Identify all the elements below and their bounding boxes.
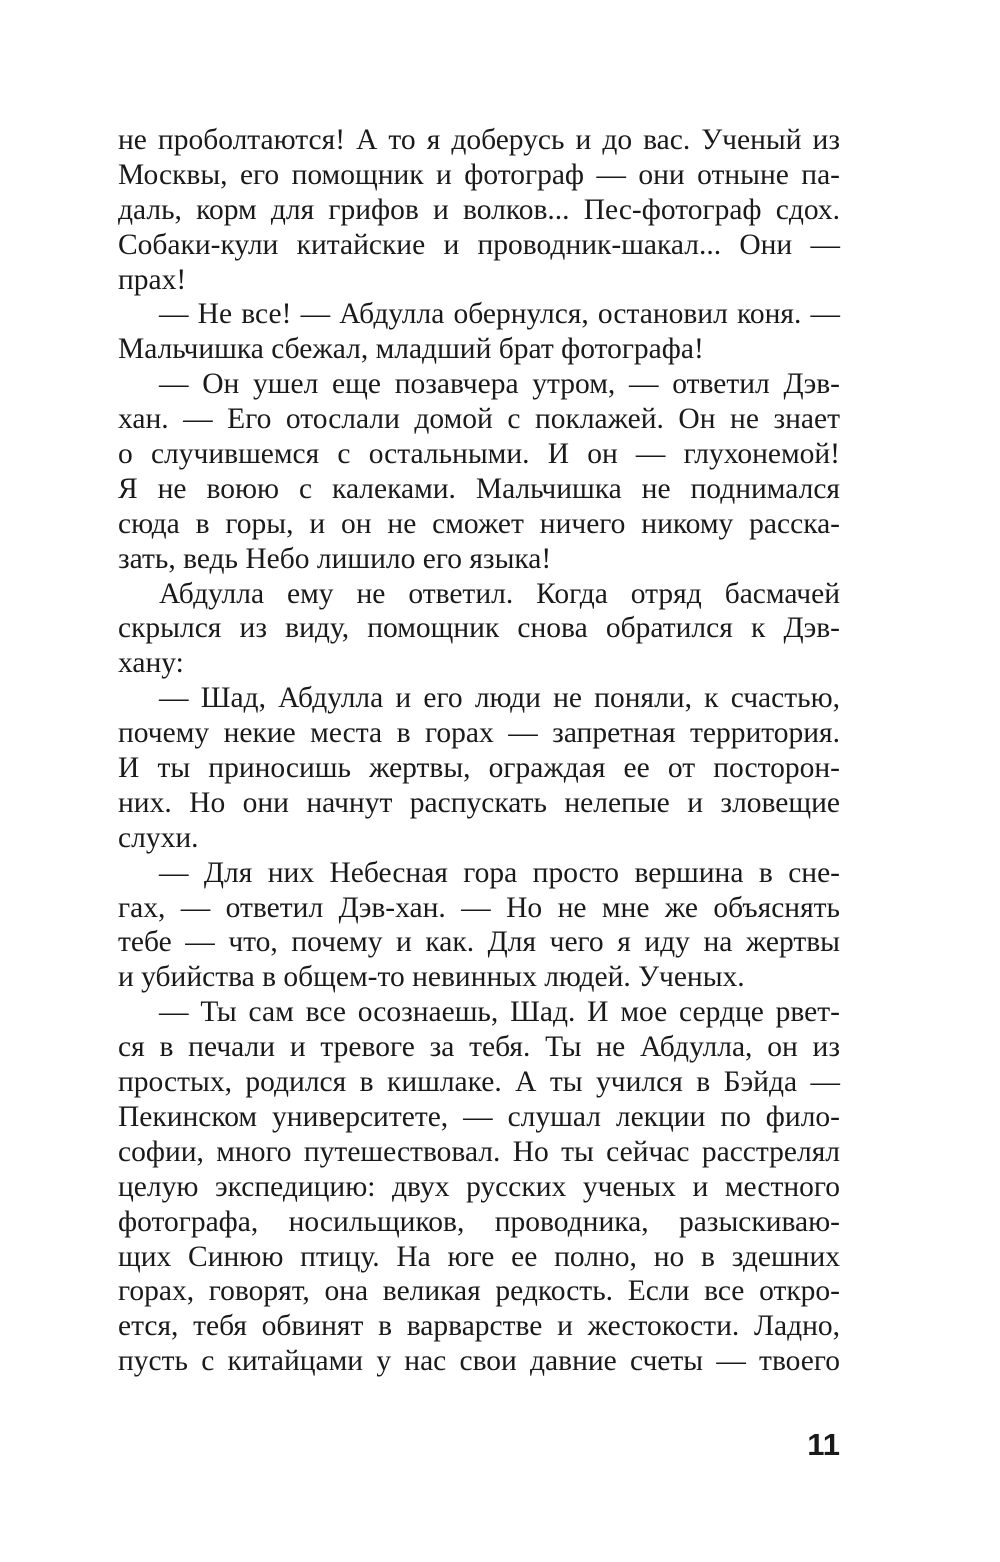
text-line: Абдулла ему не ответил. Когда отряд басмачей [159,577,840,610]
text-line: прах! [118,263,187,296]
text-line: щих Синюю птицу. На юге ее полно, но в здешних [118,1240,840,1273]
page-number: 11 [807,1427,840,1462]
text-line: Я не воюю с калеками. Мальчишка не поднимался [118,472,840,505]
text-line: хан. — Его отослали домой с поклажей. Он не знает [118,403,840,436]
text-line: ется, тебя обвинят в варварстве и жестокости. Ладно, [118,1310,840,1343]
text-line: целую экспедицию: двух русских ученых и местного [118,1170,840,1203]
text-line: ся в печали и тревоге за тебя. Ты не Абдулла, он из [118,1031,840,1064]
body-text [118,123,840,1379]
text-line: И ты приносишь жертвы, ограждая ее от посторон- [118,752,840,785]
text-line: — Ты сам все осознаешь, Шад. И мое сердце рвет- [159,996,840,1029]
text-line: даль, корм для грифов и волков... Пес-фотограф сдох. [118,193,840,226]
text-line: Пекинском университете, — слушал лекции по фило- [118,1100,840,1133]
text-line: тебе — что, почему и как. Для чего я иду на жертвы [118,926,840,959]
text-line: Мальчишка сбежал, младший брат фотографа! [118,333,704,366]
text-line: о случившемся с остальными. И он — глухонемой! [118,438,840,471]
text-line: — Шад, Абдулла и его люди не поняли, к счастью, [159,682,840,715]
text-line: Собаки-кули китайские и проводник-шакал... Они — [118,228,840,261]
text-line: скрылся из виду, помощник снова обратился к Дэв- [118,612,840,645]
text-line: гах, — ответил Дэв-хан. — Но не мне же объяснять [118,891,840,924]
text-line: слухи. [118,821,199,854]
text-line: хану: [118,647,184,680]
text-line: них. Но они начнут распускать нелепые и зловещие [118,786,840,819]
text-line: — Для них Небесная гора просто вершина в сне- [159,856,840,889]
text-line: — Не все! — Абдулла обернулся, остановил коня. — [159,298,840,331]
text-line: — Он ушел еще позавчера утром, — ответил Дэв- [159,368,840,401]
text-line: зать, ведь Небо лишило его языка! [118,542,552,575]
text-line: Москвы, его помощник и фотограф — они отныне па- [118,158,840,191]
text-line: горах, говорят, она великая редкость. Если все откро- [118,1275,840,1308]
text-line: не проболтаются! А то я доберусь и до вас. Ученый из [118,124,840,156]
text-line: пусть с китайцами у нас свои давние счеты — твоего [118,1345,840,1378]
text-line: и убийства в общем-то невинных людей. Ученых. [118,961,745,994]
text-line: простых, родился в кишлаке. А ты учился в Бэйда — [118,1066,840,1099]
text-line: сюда в горы, и он не сможет ничего никому расска- [118,507,840,540]
text-line: почему некие места в горах — запретная территория. [118,717,840,750]
text-line: софии, много путешествовал. Но ты сейчас расстрелял [118,1135,840,1168]
text-line: фотографа, носильщиков, проводника, разыскиваю- [118,1205,840,1238]
